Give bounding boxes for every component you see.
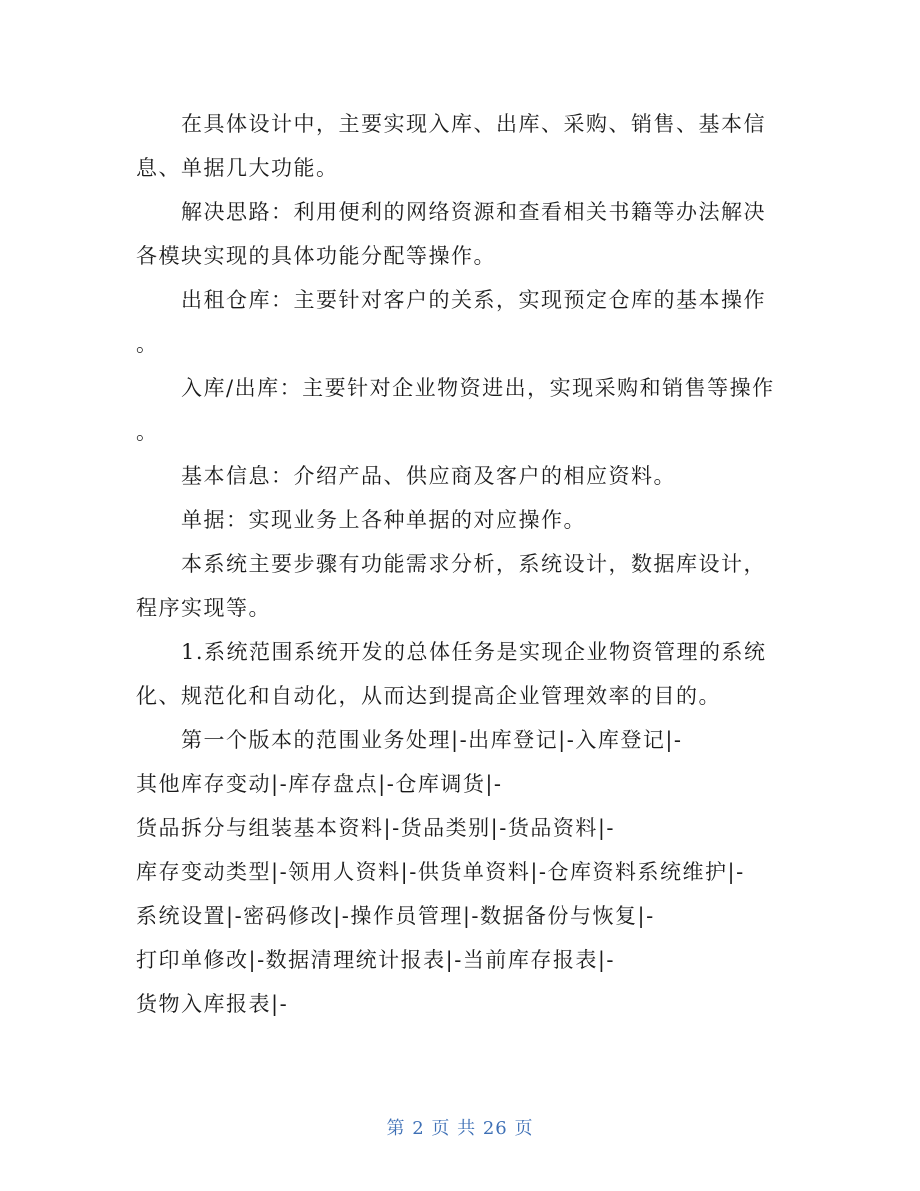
paragraph-line: 解决思路：利用便利的网络资源和查看相关书籍等办法解决 <box>181 200 766 224</box>
paragraph-line: 其他库存变动|-库存盘点|-仓库调货|- <box>136 772 503 796</box>
paragraph-line: 1.系统范围系统开发的总体任务是实现企业物资管理的系统 <box>181 640 767 664</box>
paragraph-line: 库存变动类型|-领用人资料|-供货单资料|-仓库资料系统维护|- <box>136 860 745 884</box>
paragraph-line: 出租仓库：主要针对客户的关系，实现预定仓库的基本操作 <box>181 288 766 312</box>
paragraph-line: 基本信息：介绍产品、供应商及客户的相应资料。 <box>181 464 676 488</box>
paragraph-line: 单据：实现业务上各种单据的对应操作。 <box>181 508 586 532</box>
paragraph-line: 打印单修改|-数据清理统计报表|-当前库存报表|- <box>136 948 616 972</box>
paragraph-line: 入库/出库：主要针对企业物资进出，实现采购和销售等操作 <box>181 376 775 400</box>
paragraph-line: 货品拆分与组装基本资料|-货品类别|-货品资料|- <box>136 816 616 840</box>
paragraph-line: 各模块实现的具体功能分配等操作。 <box>136 244 496 268</box>
paragraph-line: 。 <box>136 420 159 444</box>
paragraph-line: 在具体设计中，主要实现入库、出库、采购、销售、基本信 <box>181 112 766 136</box>
paragraph-line: 程序实现等。 <box>136 596 271 620</box>
paragraph-line: 化、规范化和自动化，从而达到提高企业管理效率的目的。 <box>136 684 721 708</box>
paragraph-line: 第一个版本的范围业务处理|-出库登记|-入库登记|- <box>181 728 683 752</box>
paragraph-line: 。 <box>136 332 159 356</box>
paragraph-line: 息、单据几大功能。 <box>136 156 339 180</box>
paragraph-line: 系统设置|-密码修改|-操作员管理|-数据备份与恢复|- <box>136 904 655 928</box>
paragraph-line: 本系统主要步骤有功能需求分析，系统设计，数据库设计， <box>181 552 766 576</box>
paragraph-line: 货物入库报表|- <box>136 992 289 1016</box>
page-number-footer: 第 2 页 共 26 页 <box>386 1118 534 1139</box>
